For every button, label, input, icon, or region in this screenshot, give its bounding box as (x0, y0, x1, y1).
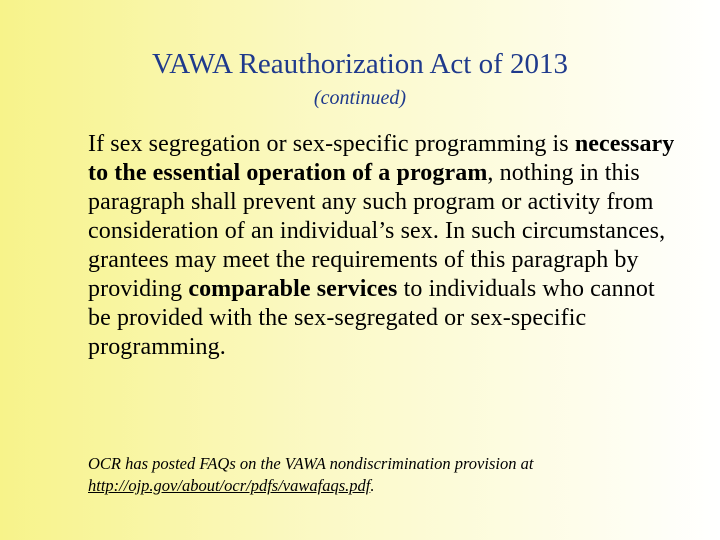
footnote-text: OCR has posted FAQs on the VAWA nondiscrimination provision at (88, 454, 534, 473)
faq-link[interactable]: http://ojp.gov/about/ocr/pdfs/vawafaqs.pdf (88, 476, 371, 495)
body-paragraph (88, 130, 678, 362)
body-bold-essential-operation: necessary to the essential operation of a program (88, 131, 675, 186)
slide-subtitle: (continued) (313, 87, 407, 109)
footnote (88, 453, 688, 497)
body-bold-comparable-services: comparable services (188, 276, 398, 302)
body-text-part3: to individuals who cannot be provided with the sex-segregated or sex-specific programming. (88, 276, 655, 360)
body-text-part1: If sex segregation or sex-specific programming is (88, 131, 575, 157)
footnote-trailing: . (370, 476, 375, 495)
body-text-part2: , nothing in this paragraph shall prevent any such program or activity from consideration of an individual’s sex. In such circumstances, grantees may meet the requirements of this paragraph by providing (88, 160, 666, 302)
slide-title: VAWA Reauthorization Act of 2013 (152, 48, 568, 80)
